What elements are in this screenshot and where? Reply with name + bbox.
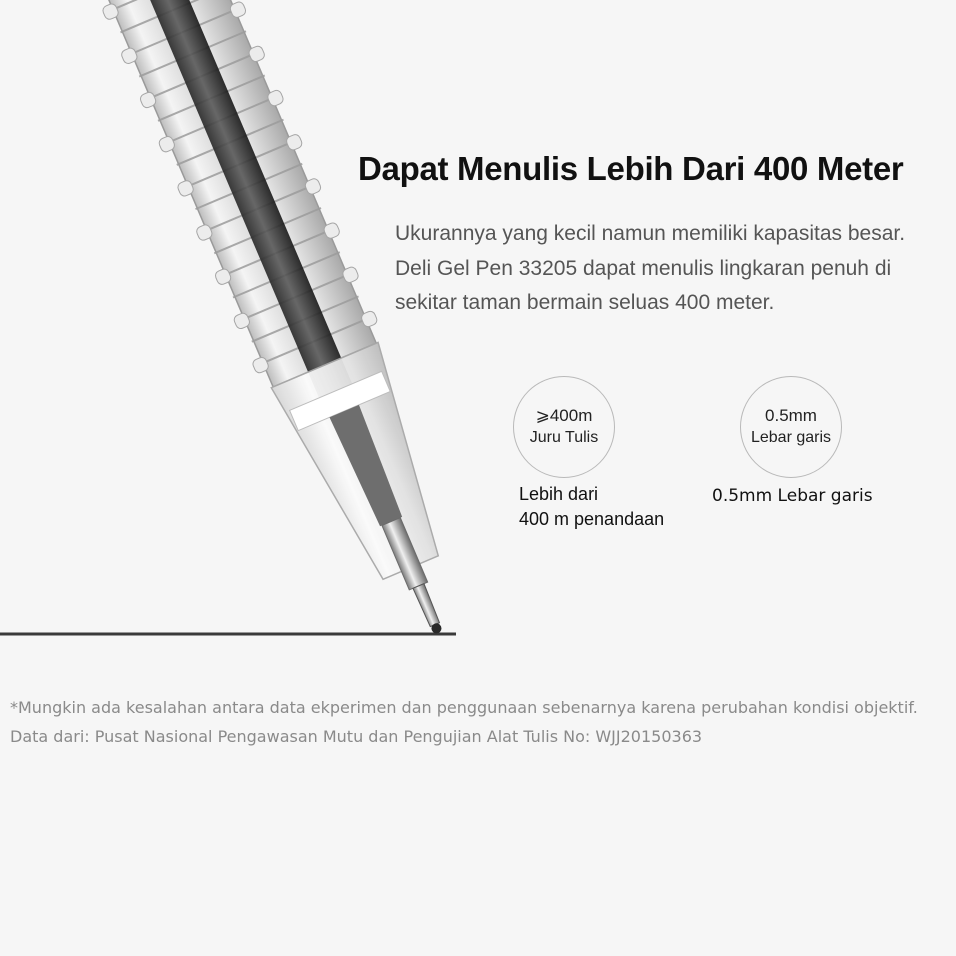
description: Ukurannya yang kecil namun memiliki kapasitas besar. Deli Gel Pen 33205 dapat menulis lingkaran penuh di sekitar taman bermain seluas 400 meter. bbox=[395, 222, 906, 314]
footnote-disclaimer: *Mungkin ada kesalahan antara data ekperimen dan penggunaan sebenarnya karena perubahan kondisi objektif. Data dari: Pusat Nasional Pengawasan Mutu dan Pengujian Alat Tulis No: WJJ20150363 bbox=[10, 698, 918, 746]
writing-length-badge bbox=[513, 376, 615, 478]
badge-label: Juru Tulis bbox=[529, 429, 599, 446]
badge-label: Lebar garis bbox=[750, 429, 832, 446]
writing-length-caption: Lebih dari 400 m penandaan bbox=[519, 484, 665, 529]
badge-value: 0.5mm bbox=[765, 406, 817, 425]
line-width-badge bbox=[740, 376, 842, 478]
headline: Dapat Menulis Lebih Dari 400 Meter bbox=[358, 150, 904, 187]
line-width-caption: 0.5mm Lebar garis bbox=[712, 486, 873, 506]
badge-value: ⩾400m bbox=[535, 406, 593, 425]
